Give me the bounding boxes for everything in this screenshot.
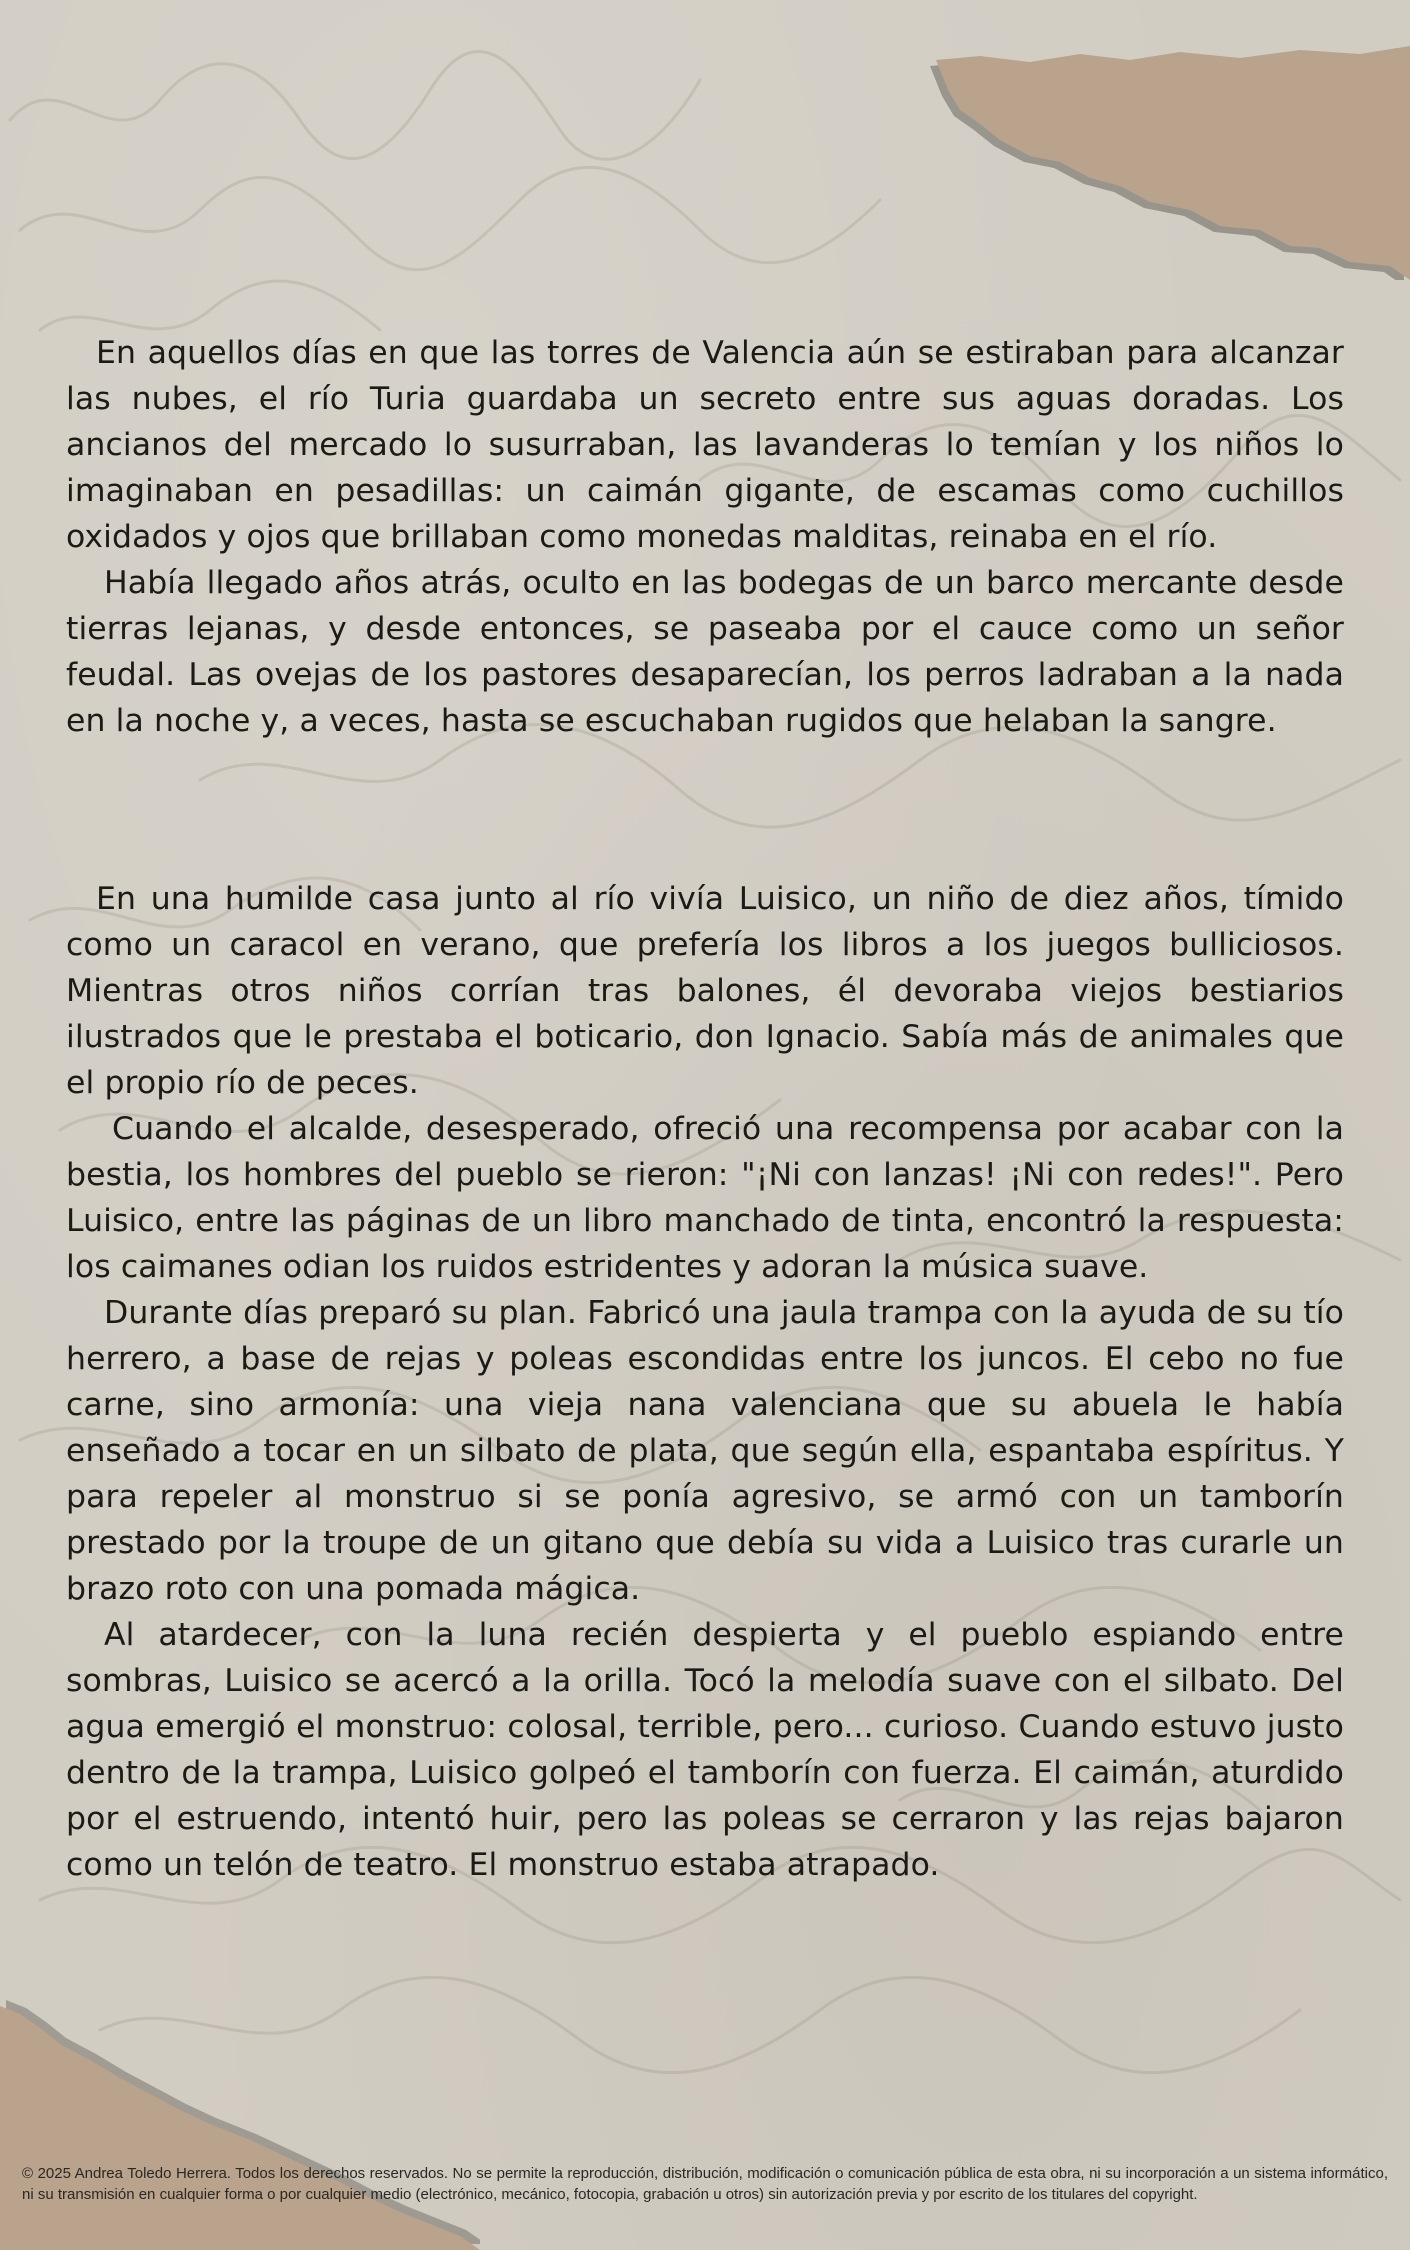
story-paragraph: En aquellos días en que las torres de Valencia aún se estiraban para alcanzar las nubes, el río Turia guardaba un secreto entre sus aguas doradas. Los ancianos del mercado lo susurraban, las lavanderas lo temían y los niños lo imaginaban en pesadillas: un caimán gigante, de escamas como cuchillos oxidados y ojos que brillaban como monedas malditas, reinaba en el río. bbox=[66, 335, 1344, 555]
story-paragraph: En una humilde casa junto al río vivía Luisico, un niño de diez años, tímido como un caracol en verano, que prefería los libros a los juegos bulliciosos. Mientras otros niños corrían tras balones, él devoraba viejos bestiarios ilustrados que le prestaba el boticario, don Ignacio. Sabía más de animales que el propio río de peces. bbox=[66, 881, 1344, 1101]
story-paragraph: Había llegado años atrás, oculto en las bodegas de un barco mercante desde tierras lejanas, y desde entonces, se paseaba por el cauce como un señor feudal. Las ovejas de los pastores desaparecían, los perros ladraban a la nada en la noche y, a veces, hasta se escuchaban rugidos que helaban la sangre. bbox=[66, 565, 1344, 739]
torn-paper-top-right bbox=[920, 40, 1410, 280]
story-section-2 bbox=[66, 876, 1344, 1888]
copyright-notice: © 2025 Andrea Toledo Herrera. Todos los derechos reservados. No se permite la reproducción, distribución, modificación o comunicación pública de esta obra, ni su incorporación a un sistema informático, ni su transmisión en cualquier forma o por cualquier medio (electrónico, mecánico, fotocopia, grabación u otros) sin autorización previa y por escrito de los titulares del copyright. bbox=[22, 2165, 1388, 2203]
story-paragraph: Cuando el alcalde, desesperado, ofreció una recompensa por acabar con la bestia, los hombres del pueblo se rieron: "¡Ni con lanzas! ¡Ni con redes!". Pero Luisico, entre las páginas de un libro manchado de tinta, encontró la respuesta: los caimanes odian los ruidos estridentes y adoran la música suave. bbox=[66, 1111, 1344, 1285]
story-paragraph: Al atardecer, con la luna recién despierta y el pueblo espiando entre sombras, Luisico se acercó a la orilla. Tocó la melodía suave con el silbato. Del agua emergió el monstruo: colosal, terrible, pero... curioso. Cuando estuvo justo dentro de la trampa, Luisico golpeó el tamborín con fuerza. El caimán, aturdido por el estruendo, intentó huir, pero las poleas se cerraron y las rejas bajaron como un telón de teatro. El monstruo estaba atrapado. bbox=[66, 1617, 1344, 1883]
story-paragraph: Durante días preparó su plan. Fabricó una jaula trampa con la ayuda de su tío herrero, a base de rejas y poleas escondidas entre los juncos. El cebo no fue carne, sino armonía: una vieja nana valenciana que su abuela le había enseñado a tocar en un silbato de plata, que según ella, espantaba espíritus. Y para repeler al monstruo si se ponía agresivo, se armó con un tamborín prestado por la troupe de un gitano que debía su vida a Luisico tras curarle un brazo roto con una pomada mágica. bbox=[66, 1295, 1344, 1607]
story-section-1 bbox=[66, 330, 1344, 744]
torn-paper-bottom-left bbox=[0, 2000, 480, 2250]
